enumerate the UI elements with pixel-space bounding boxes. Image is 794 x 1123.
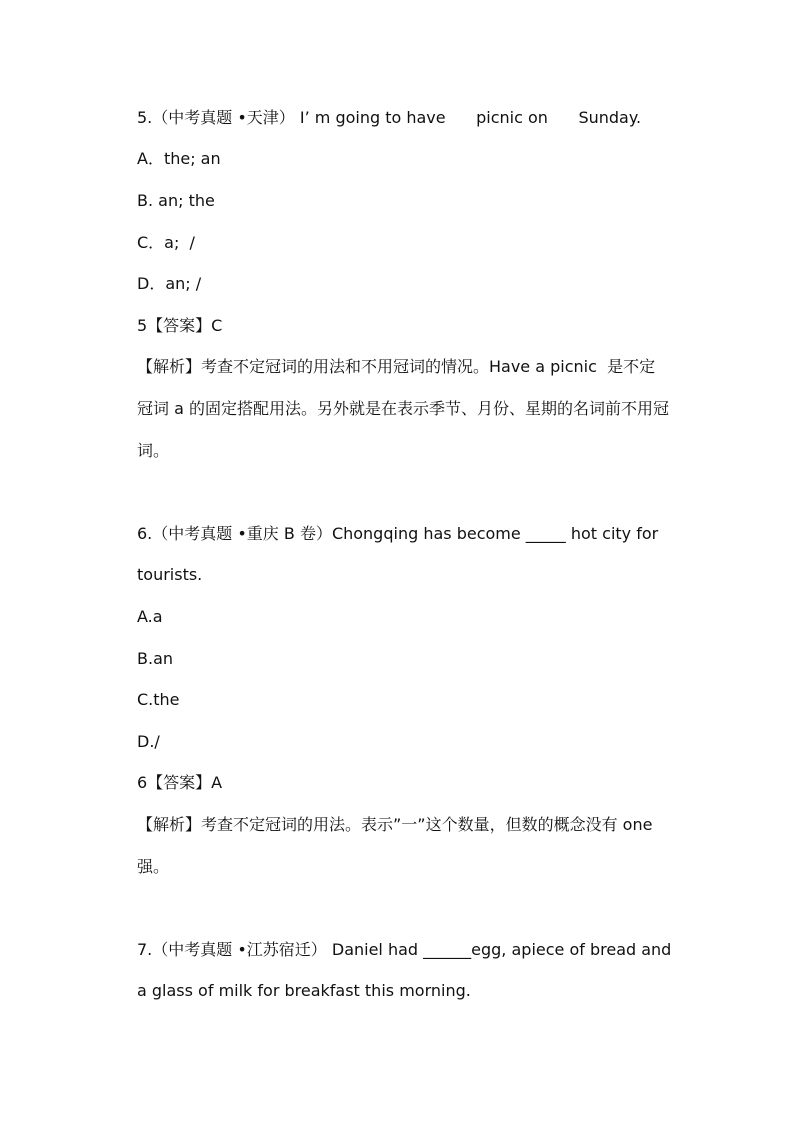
question-6-analysis-line-2: 强。	[137, 857, 170, 876]
question-6-analysis-line-1: 【解析】考查不定冠词的用法。表示”一”这个数量，但数的概念没有 one	[137, 815, 653, 834]
question-6-option-c: C.the	[137, 690, 180, 709]
question-5-answer: 5【答案】C	[137, 316, 223, 335]
question-6-stem-line-1: 6.（中考真题 •重庆 B 卷）Chongqing has become _____ hot city for	[137, 524, 659, 543]
question-5-analysis-line-1: 【解析】考查不定冠词的用法和不用冠词的情况。Have a picnic 是不定	[137, 357, 656, 376]
question-6-option-d: D./	[137, 732, 160, 751]
question-5-stem: 5.（中考真题 •天津） I’ m going to have picnic on Sunday.	[137, 108, 642, 127]
question-5-analysis-line-2: 冠词 a 的固定搭配用法。另外就是在表示季节、月份、星期的名词前不用冠	[137, 399, 669, 418]
question-5-option-d: D．an; /	[137, 274, 202, 293]
question-5-option-a: A．the; an	[137, 149, 221, 168]
question-5-option-b: B. an; the	[137, 191, 215, 210]
question-7-stem-line-2: a glass of milk for breakfast this morning.	[137, 981, 471, 1000]
question-5-option-c: C．a; /	[137, 233, 195, 252]
question-6-answer: 6【答案】A	[137, 773, 223, 792]
question-7-stem-line-1: 7.（中考真题 •江苏宿迁） Daniel had ______egg, apiece of bread and	[137, 940, 672, 959]
question-6-stem-line-2: tourists.	[137, 565, 203, 584]
question-5-analysis-line-3: 词。	[137, 441, 170, 460]
question-6-option-a: A.a	[137, 607, 163, 626]
question-6-option-b: B.an	[137, 649, 174, 668]
